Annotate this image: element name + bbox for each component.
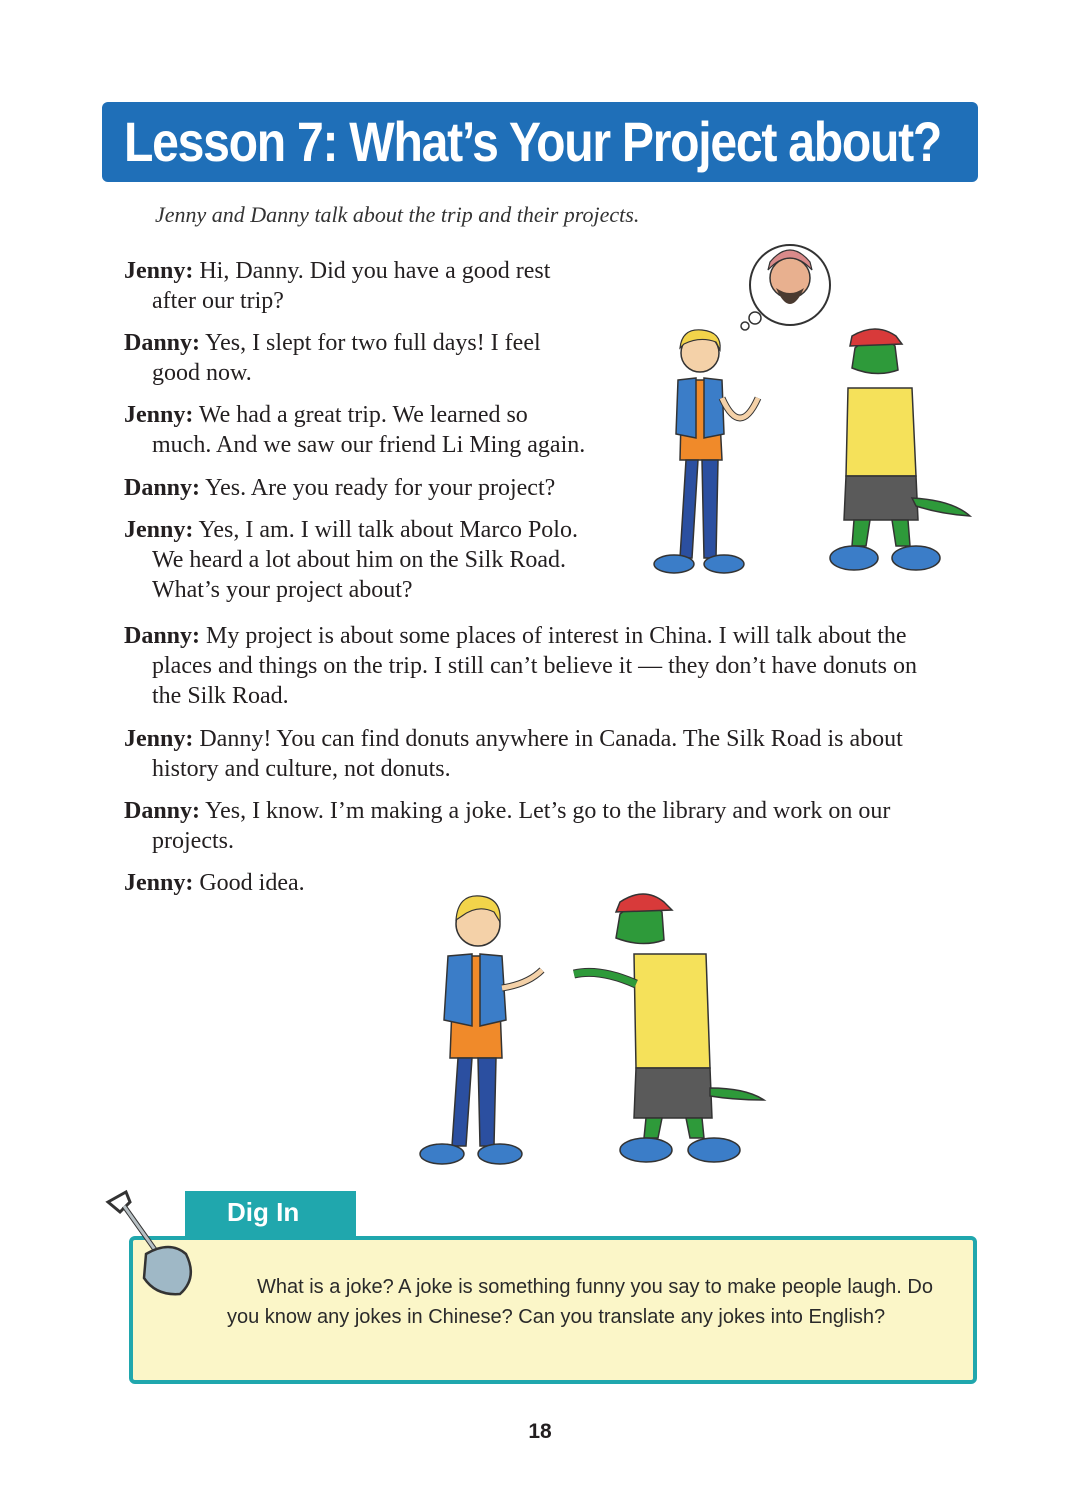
dig-in-label: Dig In: [227, 1197, 300, 1227]
speaker: Jenny:: [124, 258, 194, 284]
line-continuation: places and things on the trip. I still can’t believe it — they don’t have donuts on: [152, 653, 917, 679]
dialogue-line-9: [124, 868, 305, 898]
dialogue-line-1: [124, 256, 550, 316]
dialogue-line-7: [124, 724, 903, 784]
line-text: Yes. Are you ready for your project?: [205, 475, 556, 501]
dig-in-tab: [185, 1191, 356, 1236]
speaker: Danny:: [124, 798, 201, 824]
line-continuation: We heard a lot about him on the Silk Road.: [152, 547, 566, 573]
line-continuation: What’s your project about?: [152, 577, 413, 603]
line-continuation: after our trip?: [152, 288, 284, 314]
dialogue-line-6: [124, 621, 917, 711]
line-continuation: good now.: [152, 360, 252, 386]
speaker: Danny:: [124, 330, 201, 356]
shovel-icon: [100, 1188, 210, 1308]
line-text: Good idea.: [199, 870, 305, 896]
line-text: Yes, I am. I will talk about Marco Polo.: [198, 517, 578, 543]
dialogue-line-4: [124, 473, 555, 503]
dialogue-line-5: [124, 515, 578, 605]
lesson-title-banner: [102, 102, 978, 182]
line-continuation: history and culture, not donuts.: [152, 756, 451, 782]
jenny-danny-illustration-top: [640, 238, 980, 583]
line-text: Yes, I slept for two full days! I feel: [205, 330, 541, 356]
line-text: Danny! You can find donuts anywhere in Canada. The Silk Road is about: [199, 726, 903, 752]
dialogue-line-8: [124, 796, 890, 856]
line-text: My project is about some places of interest in China. I will talk about the: [206, 623, 907, 649]
line-text: We had a great trip. We learned so: [198, 402, 528, 428]
line-continuation: projects.: [152, 828, 234, 854]
dialogue-line-2: [124, 328, 541, 388]
jenny-danny-illustration-bottom: [410, 888, 780, 1170]
intro-text: Jenny and Danny talk about the trip and their projects.: [155, 202, 640, 227]
speaker: Jenny:: [124, 726, 194, 752]
lesson-title: Lesson 7: What’s Your Project about?: [124, 110, 941, 173]
speaker: Danny:: [124, 475, 201, 501]
dialogue-line-3: [124, 400, 585, 460]
speaker: Danny:: [124, 623, 201, 649]
dig-in-box: [129, 1236, 977, 1384]
speaker: Jenny:: [124, 402, 194, 428]
line-text: Hi, Danny. Did you have a good rest: [199, 258, 551, 284]
speaker: Jenny:: [124, 870, 194, 896]
line-continuation: much. And we saw our friend Li Ming again.: [152, 432, 586, 458]
dig-in-text: What is a joke? A joke is something funny you say to make people laugh. Do you know any jokes in Chinese? Can you translate any jokes into English?: [227, 1276, 933, 1328]
page-number: 18: [528, 1420, 552, 1443]
line-text: Yes, I know. I’m making a joke. Let’s go to the library and work on our: [205, 798, 891, 824]
line-continuation: the Silk Road.: [152, 683, 289, 709]
speaker: Jenny:: [124, 517, 194, 543]
